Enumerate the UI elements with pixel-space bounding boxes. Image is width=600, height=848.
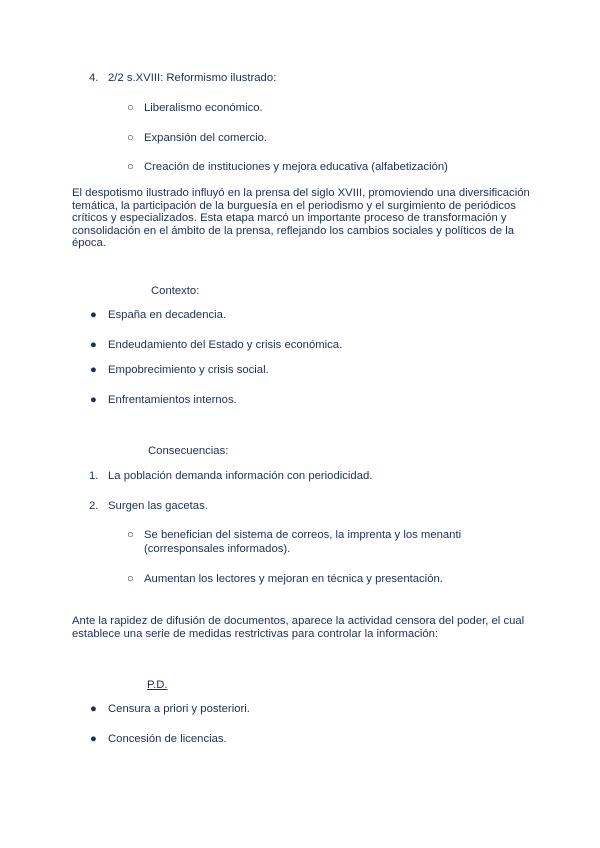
list-number: 1. (89, 470, 99, 482)
list-item: Concesión de licencias. (108, 733, 227, 745)
list-number: 4. (89, 72, 99, 84)
section-heading-contexto: Contexto: (151, 285, 200, 297)
list-item: Enfrentamientos internos. (108, 394, 237, 406)
circle-bullet-icon: ○ (127, 102, 134, 114)
bullet-icon: ● (90, 733, 97, 745)
list-item: La población demanda información con periodicidad. (108, 470, 373, 482)
paragraph: El despotismo ilustrado influyó en la prensa del siglo XVIII, promoviendo una diversificación temática, la participación de la burguesía en el periodismo y el surgimiento de periódicos críticos y especializados. Esta etapa marcó un importante proceso de transformación y consolidación en el ámbito de la prensa, reflejando los cambios sociales y políticos de la época. (72, 187, 530, 250)
section-heading-consecuencias: Consecuencias: (148, 445, 229, 457)
list-item: Se benefician del sistema de correos, la imprenta y los menanti (corresponsales informados). (144, 529, 462, 555)
list-item: Empobrecimiento y crisis social. (108, 364, 269, 376)
bullet-icon: ● (90, 703, 97, 715)
list-item: Liberalismo económico. (144, 102, 263, 114)
circle-bullet-icon: ○ (127, 573, 134, 585)
paragraph: Ante la rapidez de difusión de documentos, aparece la actividad censora del poder, el cual establece una serie de medidas restrictivas para controlar la información: (72, 615, 525, 640)
section-heading-pd: P.D. (147, 679, 168, 691)
circle-bullet-icon: ○ (127, 529, 134, 541)
bullet-icon: ● (90, 394, 97, 406)
list-item: España en decadencia. (108, 309, 227, 321)
list-number: 2. (89, 500, 99, 512)
list-item: Endeudamiento del Estado y crisis económica. (108, 339, 343, 351)
bullet-icon: ● (90, 339, 97, 351)
list-item: Creación de instituciones y mejora educativa (alfabetización) (144, 161, 448, 173)
list-item: Censura a priori y posteriori. (108, 703, 250, 715)
top-item-text: 2/2 s.XVIII: Reformismo ilustrado: (108, 72, 277, 84)
list-item: Expansión del comercio. (144, 132, 268, 144)
bullet-icon: ● (90, 364, 97, 376)
bullet-icon: ● (90, 309, 97, 321)
circle-bullet-icon: ○ (127, 161, 134, 173)
circle-bullet-icon: ○ (127, 132, 134, 144)
list-item: Aumentan los lectores y mejoran en técnica y presentación. (144, 573, 443, 585)
list-item: Surgen las gacetas. (108, 500, 208, 512)
